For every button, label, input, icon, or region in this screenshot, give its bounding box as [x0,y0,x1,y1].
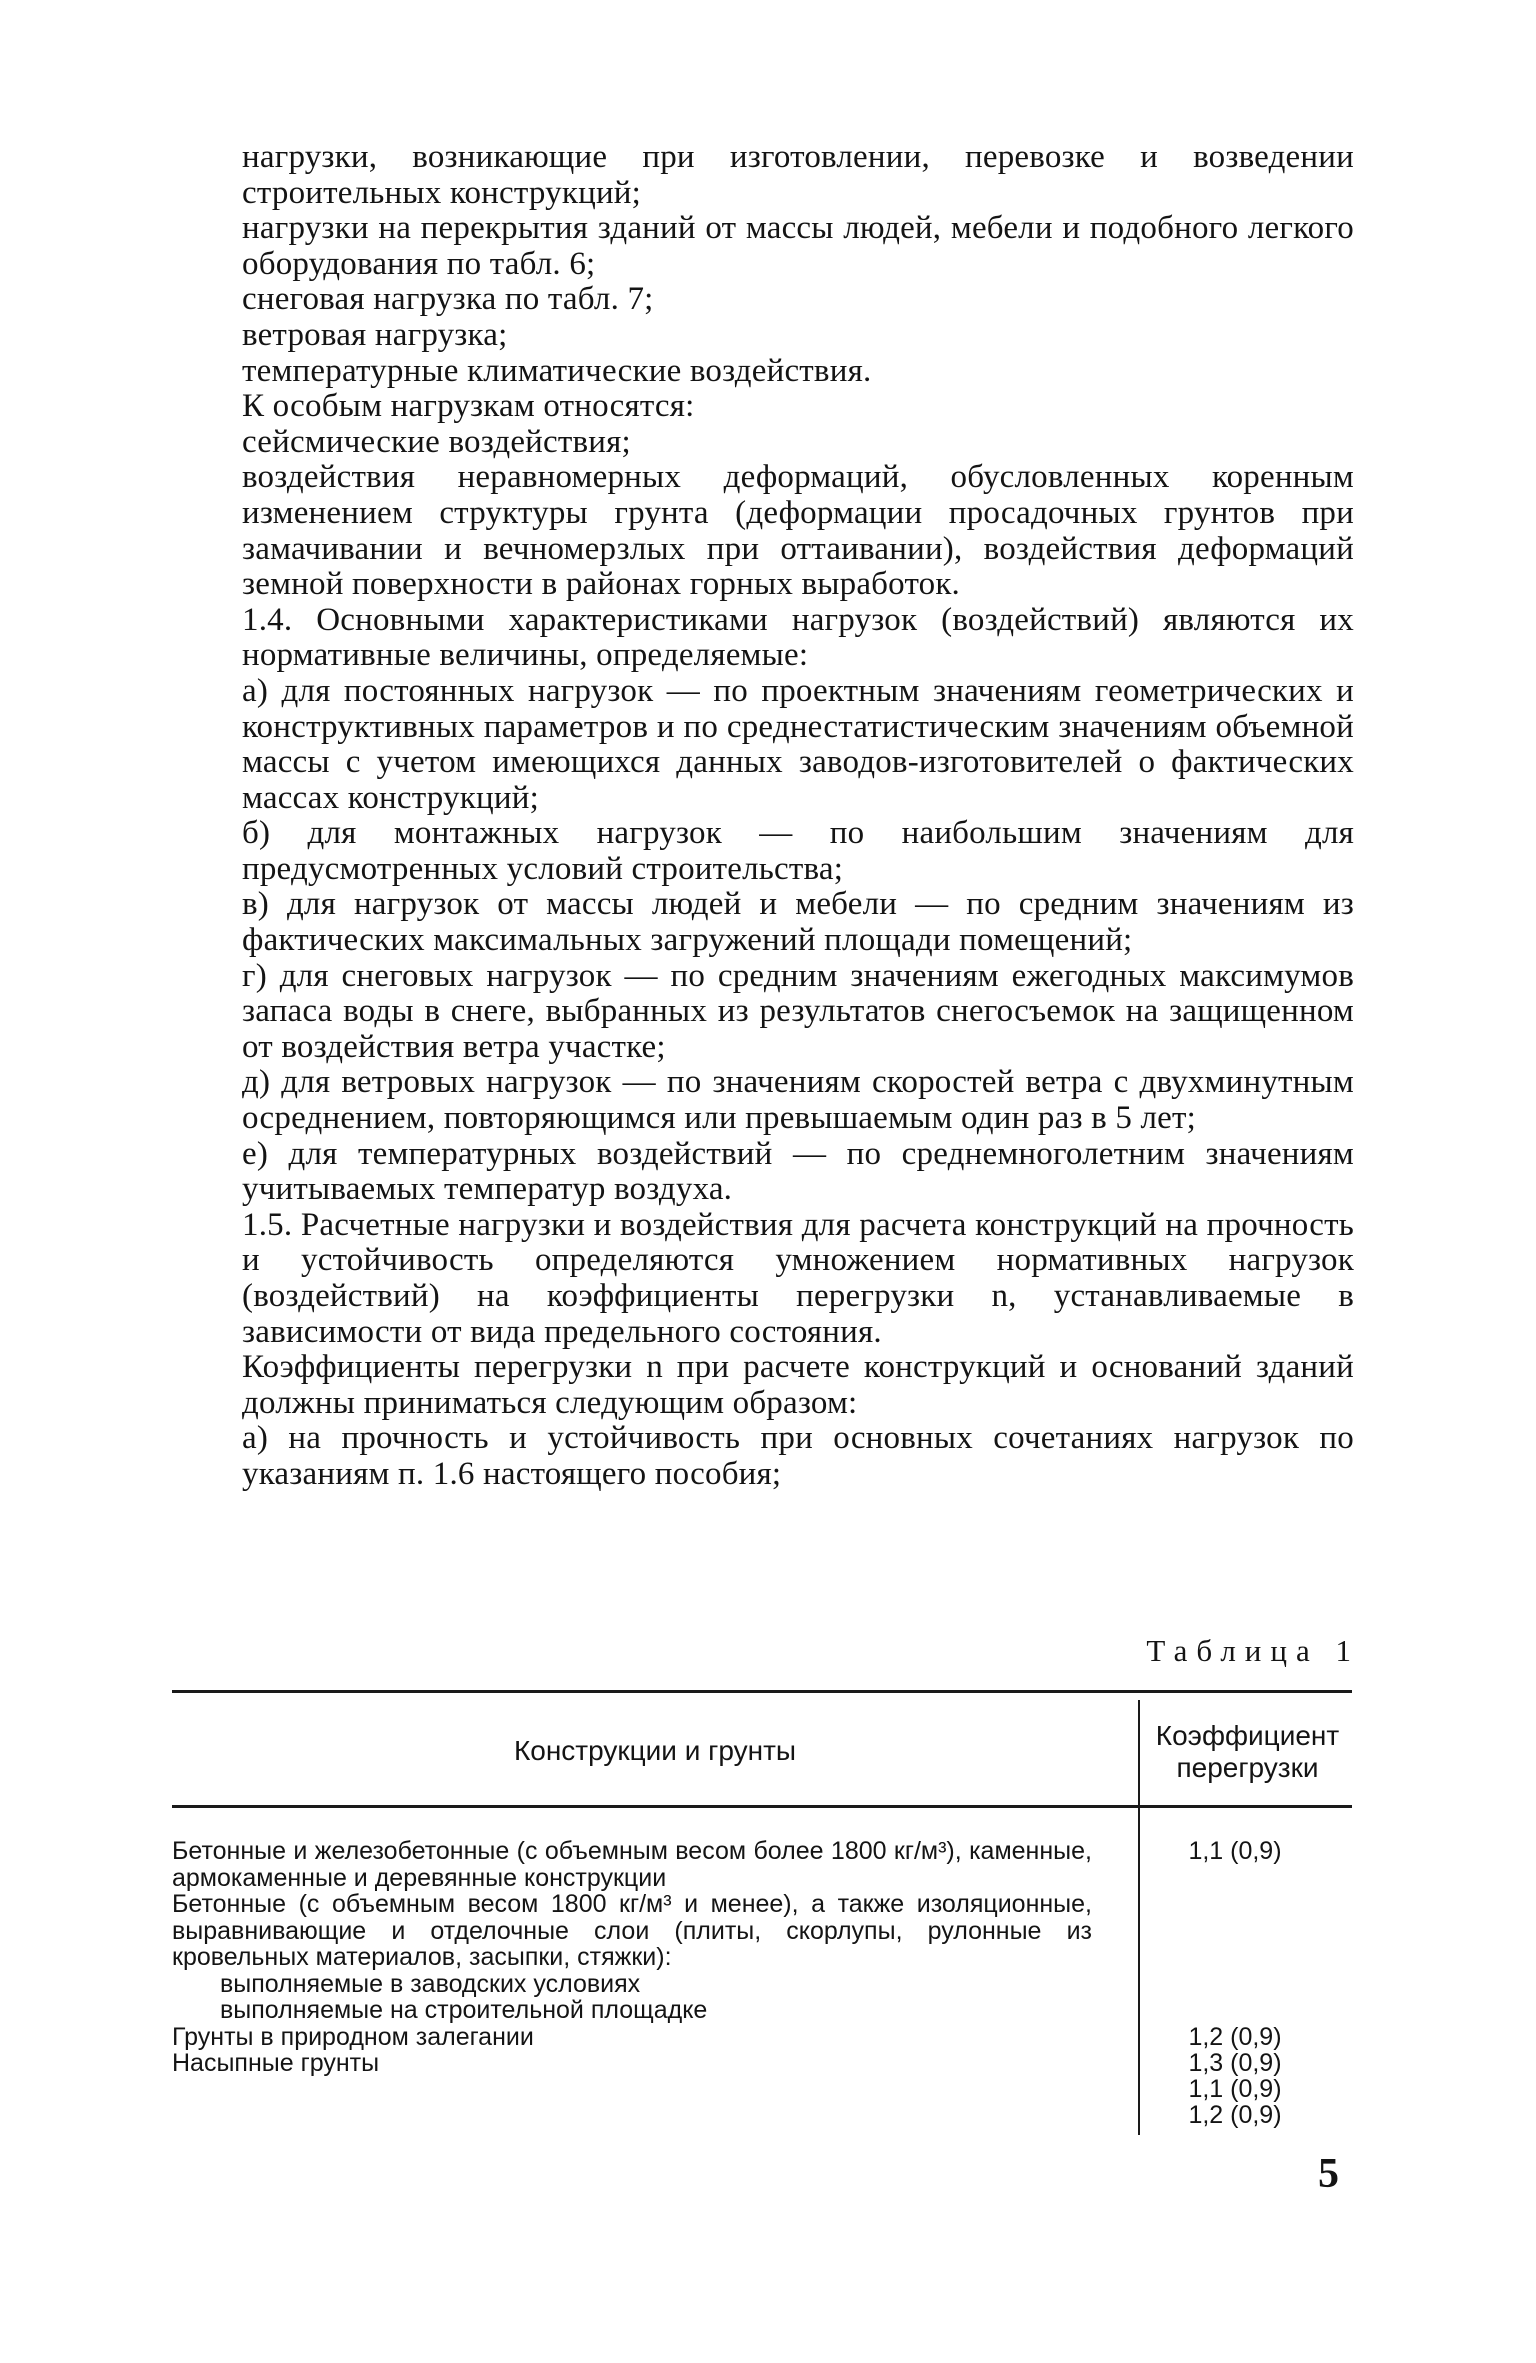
table-row: выполняемые в заводских условиях [220,1969,641,1998]
paragraph: в) для нагрузок от массы людей и мебели — по средним значениям из фактических максимальных загружений площади помещений; [242,886,1354,959]
paragraph: ветровая нагрузка; [242,316,508,353]
paragraph: а) на прочность и устойчивость при основных сочетаниях нагрузок по указаниям п. 1.6 настоящего пособия; [242,1420,1354,1492]
table-top-rule [172,1690,1352,1693]
table-row: Бетонные и железобетонные (с объемным весом более 1800 кг/м³), каменные, армокаменные и деревянные конструкции [172,1837,1092,1892]
paragraph: нагрузки, возникающие при изготовлении, перевозке и возведении строительных конструкций; [242,139,1354,211]
paragraph: снеговая нагрузка по табл. 7; [242,281,654,318]
paragraph: К особым нагрузкам относятся: [242,388,695,425]
paragraph: температурные климатические воздействия. [242,352,872,389]
table-row: Грунты в природном залегании [172,2022,534,2051]
table-value: 1,1 (0,9) [1188,2075,1282,2103]
paragraph: 1.5. Расчетные нагрузки и воздействия для расчета конструкций на прочность и устойчивость определяются умножением нормативных нагрузок (воздействий) на коэффициенты перегрузки n, устанавливаемые в зависимости от вида предельного состояния. [242,1206,1354,1350]
table-body [172,1838,1092,2077]
paragraph: г) для снеговых нагрузок — по средним значениям ежегодных максимумов запаса воды в снеге, выбранных из результатов снегосъемок на защищенном от воздействия ветра участке; [242,957,1354,1065]
page-number: 5 [1318,2151,1339,2197]
table-row: Бетонные (с объемным весом 1800 кг/м³ и менее), а также изоляционные, выравнивающие и отделочные слои (плиты, скорлупы, рулонные из кровельных материалов, засыпки, стяжки): [172,1890,1092,1971]
paragraph: воздействия неравномерных деформаций, обусловленных коренным изменением структуры грунта (деформации просадочных грунтов при замачивании и вечномерзлых при оттаивании), воздействия деформаций земной поверхности в районах горных выработок. [242,459,1354,603]
paragraph: Коэффициенты перегрузки n при расчете конструкций и оснований зданий должны приниматься следующим образом: [242,1349,1354,1421]
table-row: выполняемые на строительной площадке [220,1996,708,2024]
paragraph: д) для ветровых нагрузок — по значениям скоростей ветра с двухминутным осреднением, повторяющимся или превышаемым один раз в 5 лет; [242,1064,1354,1137]
table-header-rule [172,1805,1352,1808]
table-row: Насыпные грунты [172,2049,380,2077]
paragraph: 1.4. Основными характеристиками нагрузок (воздействий) являются их нормативные величины, определяемые: [242,601,1354,674]
body-text [242,140,1354,1493]
paragraph: сейсмические воздействия; [242,423,631,460]
table-header-constructions: Конструкции и грунты [513,1735,797,1766]
table-value: 1,3 (0,9) [1188,2049,1282,2077]
paragraph: а) для постоянных нагрузок — по проектным значениям геометрических и конструктивных параметров и по среднестатистическим значениям объемной массы с учетом имеющихся данных заводов-изготовителей о фактических массах конструкций; [242,672,1354,816]
paragraph: б) для монтажных нагрузок — по наибольшим значениям для предусмотренных условий строительства; [242,815,1354,887]
table-value: 1,1 (0,9) [1188,1837,1282,1865]
table-caption: Таблица 1 [1146,1633,1360,1668]
table-value: 1,2 (0,9) [1188,2023,1282,2051]
table-header-coefficient: Коэффициент перегрузки [1155,1720,1340,1783]
paragraph: е) для температурных воздействий — по среднемноголетним значениям учитываемых температур воздуха. [242,1135,1354,1208]
paragraph: нагрузки на перекрытия зданий от массы людей, мебели и подобного легкого оборудования по табл. 6; [242,210,1354,282]
table-value: 1,2 (0,9) [1188,2101,1282,2129]
